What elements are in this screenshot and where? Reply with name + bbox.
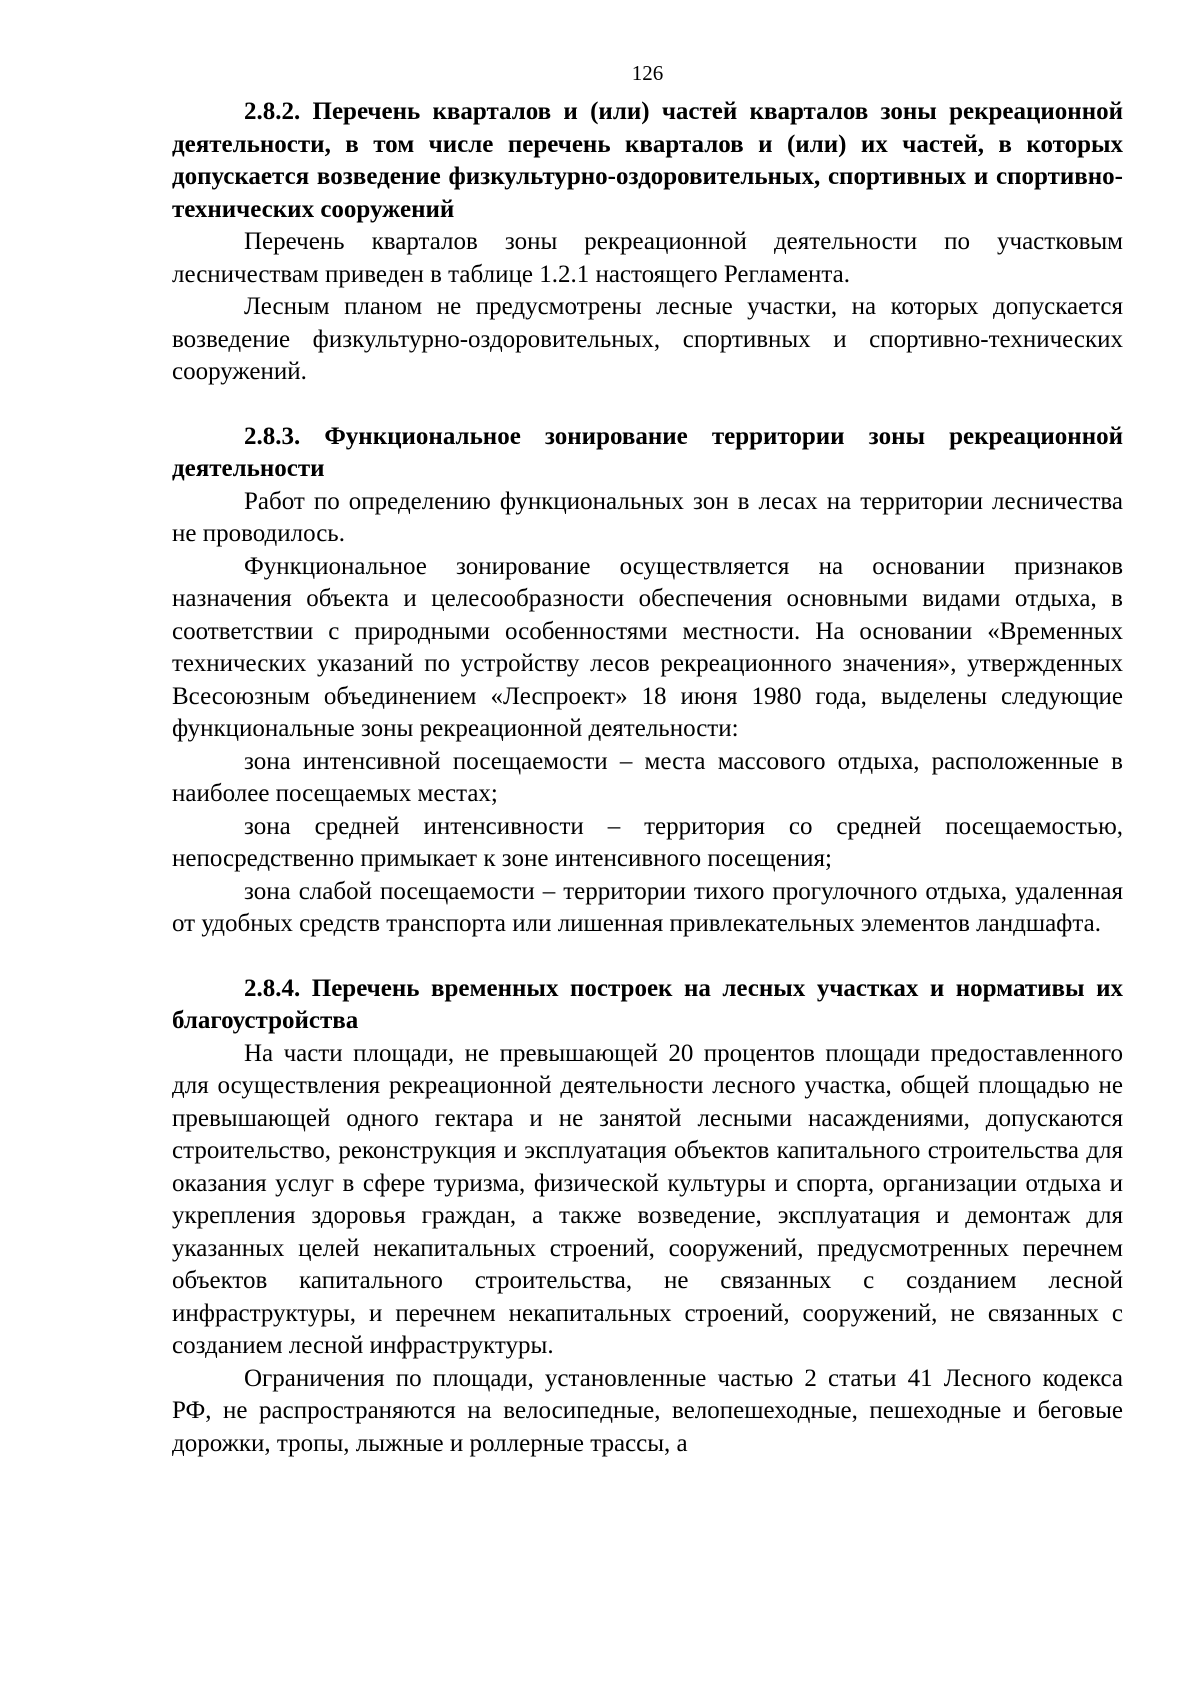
paragraph: Работ по определению функциональных зон в лесах на территории лесничества не проводилось.	[172, 487, 1123, 547]
paragraph: зона интенсивной посещаемости – места массового отдыха, расположенные в наиболее посещаемых местах;	[172, 747, 1123, 807]
paragraph: Ограничения по площади, установленные частью 2 статьи 41 Лесного кодекса РФ, не распространяются на велосипедные, велопешеходные, пешеходные и беговые дорожки, тропы, лыжные и роллерные трассы, а	[172, 1364, 1123, 1457]
document-page	[172, 60, 1123, 1460]
paragraph: зона слабой посещаемости – территории тихого прогулочного отдыха, удаленная от удобных средств транспорта или лишенная привлекательных элементов ландшафта.	[172, 877, 1123, 937]
paragraph: На части площади, не превышающей 20 процентов площади предоставленного для осуществления рекреационной деятельности лесного участка, общей площадью не превышающей одного гектара и не занятой лесными насаждениями, допускаются строительство, реконструкция и эксплуатация объектов капитального строительства для оказания услуг в сфере туризма, физической культуры и спорта, организации отдыха и укрепления здоровья граждан, а также возведение, эксплуатация и демонтаж для указанных целей некапитальных строений, сооружений, предусмотренных перечнем объектов капитального строительства, не связанных с созданием лесной инфраструктуры, и перечнем некапитальных строений, сооружений, не связанных с созданием лесной инфраструктуры.	[172, 1039, 1123, 1359]
section-heading: 2.8.3. Функциональное зонирование территории зоны рекреационной деятельности	[172, 422, 1123, 482]
section-heading: 2.8.2. Перечень кварталов и (или) частей кварталов зоны рекреационной деятельности, в том числе перечень кварталов и (или) их частей, в которых допускается возведение физкультурно-оздоровительных, спортивных и спортивно-технических сооружений	[172, 98, 1123, 223]
paragraph: зона средней интенсивности – территория со средней посещаемостью, непосредственно примыкает к зоне интенсивного посещения;	[172, 812, 1123, 872]
section-gap	[172, 941, 1123, 973]
paragraph: Перечень кварталов зоны рекреационной деятельности по участковым лесничествам приведен в таблице 1.2.1 настоящего Регламента.	[172, 228, 1123, 288]
section-2-8-4	[172, 973, 1123, 1461]
paragraph: Функциональное зонирование осуществляется на основании признаков назначения объекта и целесообразности обеспечения основными видами отдыха, в соответствии с природными особенностями местности. На основании «Временных технических указаний по устройству лесов рекреационного значения», утвержденных Всесоюзным объединением «Леспроект» 18 июня 1980 года, выделены следующие функциональные зоны рекреационной деятельности:	[172, 552, 1123, 742]
section-2-8-2	[172, 96, 1123, 389]
paragraph: Лесным планом не предусмотрены лесные участки, на которых допускается возведение физкультурно-оздоровительных, спортивных и спортивно-технических сооружений.	[172, 293, 1123, 385]
section-heading: 2.8.4. Перечень временных построек на лесных участках и нормативы их благоустройства	[172, 974, 1123, 1034]
page-number: 126	[631, 61, 664, 85]
section-gap	[172, 389, 1123, 421]
section-2-8-3	[172, 421, 1123, 941]
